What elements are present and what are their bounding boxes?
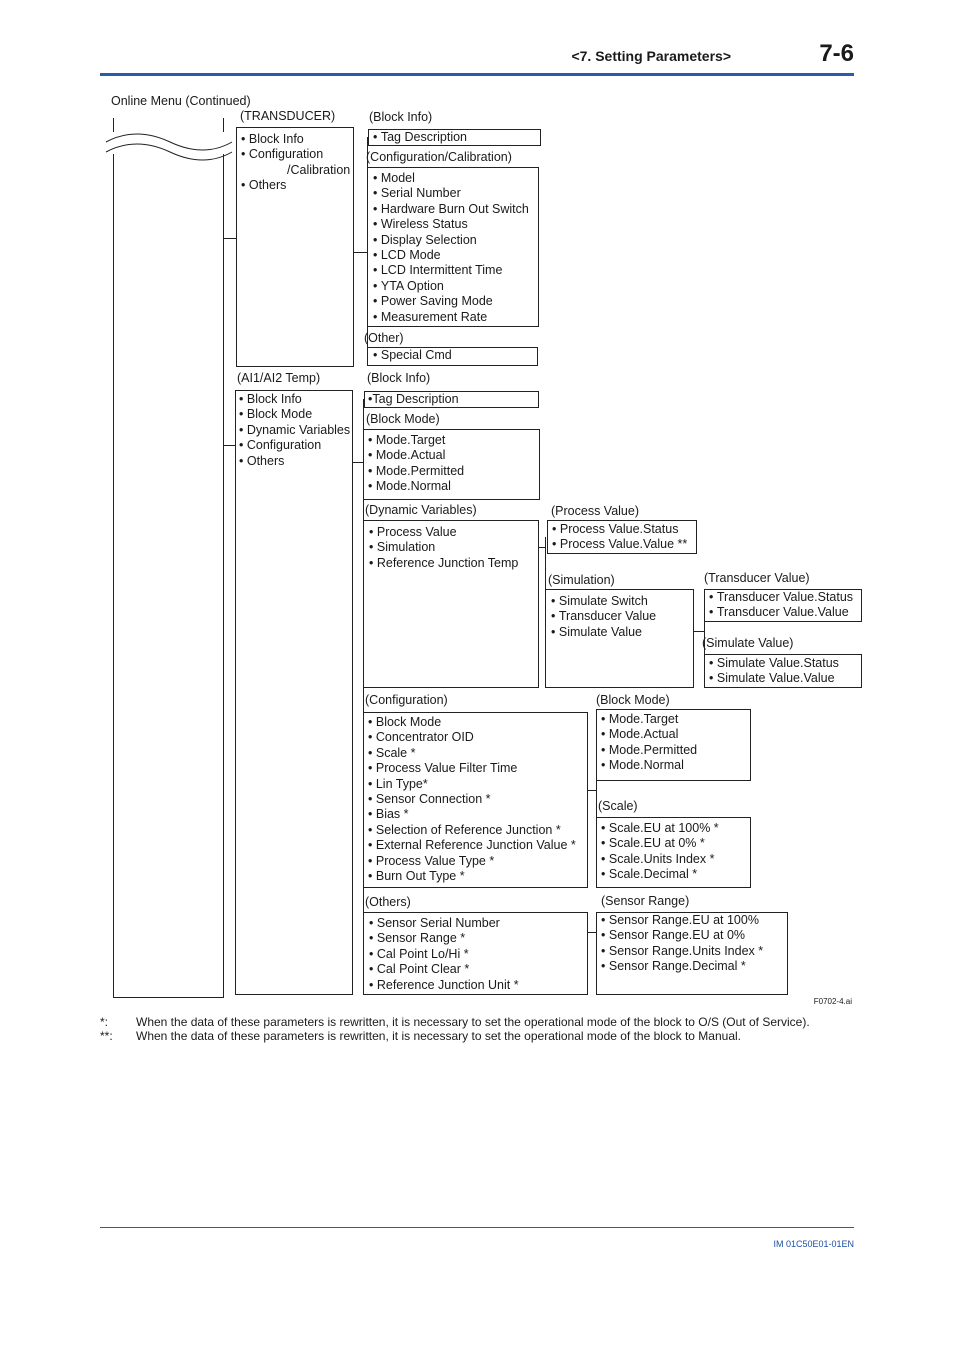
list-item: • Process Value.Value ** <box>552 537 696 552</box>
list-item: • Sensor Range.EU at 0% <box>601 928 787 943</box>
dynamic-variables-label: (Dynamic Variables) <box>365 503 477 517</box>
list-item: • Dynamic Variables <box>239 423 352 438</box>
document-id: IM 01C50E01-01EN <box>773 1239 854 1249</box>
list-item: • Process Value <box>369 525 538 540</box>
connector <box>588 932 596 933</box>
trans-block-info-label: (Block Info) <box>369 110 433 124</box>
others-label: (Others) <box>365 895 411 909</box>
simulation-label: (Simulation) <box>548 573 615 587</box>
list-item: • Configuration <box>241 147 353 162</box>
list-item: • Transducer Value.Value <box>709 605 861 620</box>
list-item: • Simulation <box>369 540 538 555</box>
list-item: • LCD Intermittent Time <box>373 263 538 278</box>
connector <box>354 252 367 253</box>
list-item: • Process Value Type * <box>368 854 587 869</box>
list-item: • Block Mode <box>368 715 587 730</box>
list-item: • Bias * <box>368 807 587 822</box>
transducer-value-label: (Transducer Value) <box>704 571 810 585</box>
header-rule <box>100 73 854 76</box>
list-item: • Process Value Filter Time <box>368 761 587 776</box>
list-item: • Mode.Normal <box>601 758 750 773</box>
simulate-value-label: (Simulate Value) <box>702 636 794 650</box>
figure-id: F0702-4.ai <box>813 997 852 1006</box>
trans-config-cal-box <box>367 167 539 327</box>
list-item: • Reference Junction Temp <box>369 556 538 571</box>
list-item: • Burn Out Type * <box>368 869 587 884</box>
ai-block-info-box <box>364 391 539 408</box>
sensor-range-box <box>596 912 788 995</box>
list-item: • Mode.Normal <box>368 479 539 494</box>
configuration-box <box>363 712 588 888</box>
connector <box>224 445 235 446</box>
list-item: • Special Cmd <box>373 348 537 363</box>
list-item: • Cal Point Clear * <box>369 962 587 977</box>
list-item: • Tag Description <box>373 130 540 145</box>
list-item: • Display Selection <box>373 233 538 248</box>
list-item: • Block Info <box>241 132 353 147</box>
list-item: • Transducer Value.Status <box>709 590 861 605</box>
list-item: • Model <box>373 171 538 186</box>
list-item: • Wireless Status <box>373 217 538 232</box>
list-item: • Mode.Permitted <box>368 464 539 479</box>
list-item: • Cal Point Lo/Hi * <box>369 947 587 962</box>
online-menu-label: Online Menu (Continued) <box>111 94 251 108</box>
list-item: • Power Saving Mode <box>373 294 538 309</box>
connector <box>353 462 363 463</box>
list-item: • Measurement Rate <box>373 310 538 325</box>
list-item: • Transducer Value <box>551 609 693 624</box>
list-item: • Simulate Value.Value <box>709 671 861 686</box>
list-item: • Mode.Permitted <box>601 743 750 758</box>
list-item: • Sensor Connection * <box>368 792 587 807</box>
simulation-box <box>545 589 694 688</box>
config-block-mode-box <box>596 709 751 781</box>
page-number: 7-6 <box>819 40 854 67</box>
configuration-label: (Configuration) <box>365 693 448 707</box>
connector <box>363 399 364 933</box>
list-item: • Sensor Range * <box>369 931 587 946</box>
list-item: • Mode.Target <box>368 433 539 448</box>
list-item: • Sensor Range.Units Index * <box>601 944 787 959</box>
note-text: When the data of these parameters is rewritten, it is necessary to set the operational mode of the block to O/S (Out of Service). <box>136 1015 810 1029</box>
list-item: • YTA Option <box>373 279 538 294</box>
list-item: • Sensor Range.Decimal * <box>601 959 787 974</box>
list-item: • Scale.EU at 0% * <box>601 836 750 851</box>
connector <box>694 631 704 632</box>
root-menu-box <box>113 118 224 998</box>
list-item: • Sensor Serial Number <box>369 916 587 931</box>
list-item: • Simulate Value.Status <box>709 656 861 671</box>
trans-block-info-box <box>368 129 541 146</box>
list-item: • Block Mode <box>239 407 352 422</box>
others-box <box>363 912 588 995</box>
note-text: When the data of these parameters is rewritten, it is necessary to set the operational mode of the block to Manual. <box>136 1029 741 1043</box>
list-item: • Hardware Burn Out Switch <box>373 202 538 217</box>
ai-block-mode-box <box>363 429 540 500</box>
dynamic-variables-box <box>363 520 539 688</box>
sensor-range-label: (Sensor Range) <box>601 894 690 908</box>
ai-temp-label: (AI1/AI2 Temp) <box>237 371 321 385</box>
list-item: • External Reference Junction Value * <box>368 838 587 853</box>
list-item: • Simulate Switch <box>551 594 693 609</box>
list-item: • Process Value.Status <box>552 522 696 537</box>
list-item: • Scale * <box>368 746 587 761</box>
list-item: •Tag Description <box>368 392 459 406</box>
trans-other-box <box>367 347 538 366</box>
trans-other-label: (Other) <box>364 331 404 345</box>
list-item: • Configuration <box>239 438 352 453</box>
list-item: • Others <box>241 178 353 193</box>
scale-box <box>596 817 751 888</box>
list-item: • Scale.Units Index * <box>601 852 750 867</box>
list-item: • Sensor Range.EU at 100% <box>601 913 787 928</box>
list-item: • Selection of Reference Junction * <box>368 823 587 838</box>
list-item: • LCD Mode <box>373 248 538 263</box>
list-item: • Lin Type* <box>368 777 587 792</box>
transducer-box <box>236 127 354 367</box>
list-item: • Scale.EU at 100% * <box>601 821 750 836</box>
footer-rule <box>100 1227 854 1228</box>
note-mark: **: <box>100 1029 113 1043</box>
list-item: • Mode.Actual <box>368 448 539 463</box>
config-block-mode-label: (Block Mode) <box>596 693 670 707</box>
list-item: • Scale.Decimal * <box>601 867 750 882</box>
scale-label: (Scale) <box>598 799 638 813</box>
list-item: /Calibration <box>287 162 351 177</box>
simulate-value-box <box>704 654 862 688</box>
break-wave-icon <box>104 122 234 166</box>
ai-block-info-label: (Block Info) <box>367 371 431 385</box>
ai-temp-box <box>235 390 353 995</box>
connector <box>588 790 596 791</box>
transducer-label: (TRANSDUCER) <box>240 109 336 123</box>
transducer-value-box <box>704 589 862 622</box>
list-item: • Mode.Target <box>601 712 750 727</box>
list-item: • Concentrator OID <box>368 730 587 745</box>
process-value-label: (Process Value) <box>551 504 639 518</box>
list-item: • Others <box>239 454 352 469</box>
list-item: • Mode.Actual <box>601 727 750 742</box>
ai-block-mode-label: (Block Mode) <box>366 412 440 426</box>
list-item: • Simulate Value <box>551 625 693 640</box>
section-title: <7. Setting Parameters> <box>571 48 731 64</box>
connector <box>224 238 236 239</box>
list-item: • Serial Number <box>373 186 538 201</box>
list-item: • Reference Junction Unit * <box>369 978 587 993</box>
list-item: • Block Info <box>239 392 352 407</box>
trans-config-cal-label: (Configuration/Calibration) <box>366 150 512 164</box>
note-mark: *: <box>100 1015 109 1029</box>
process-value-box <box>547 520 697 554</box>
